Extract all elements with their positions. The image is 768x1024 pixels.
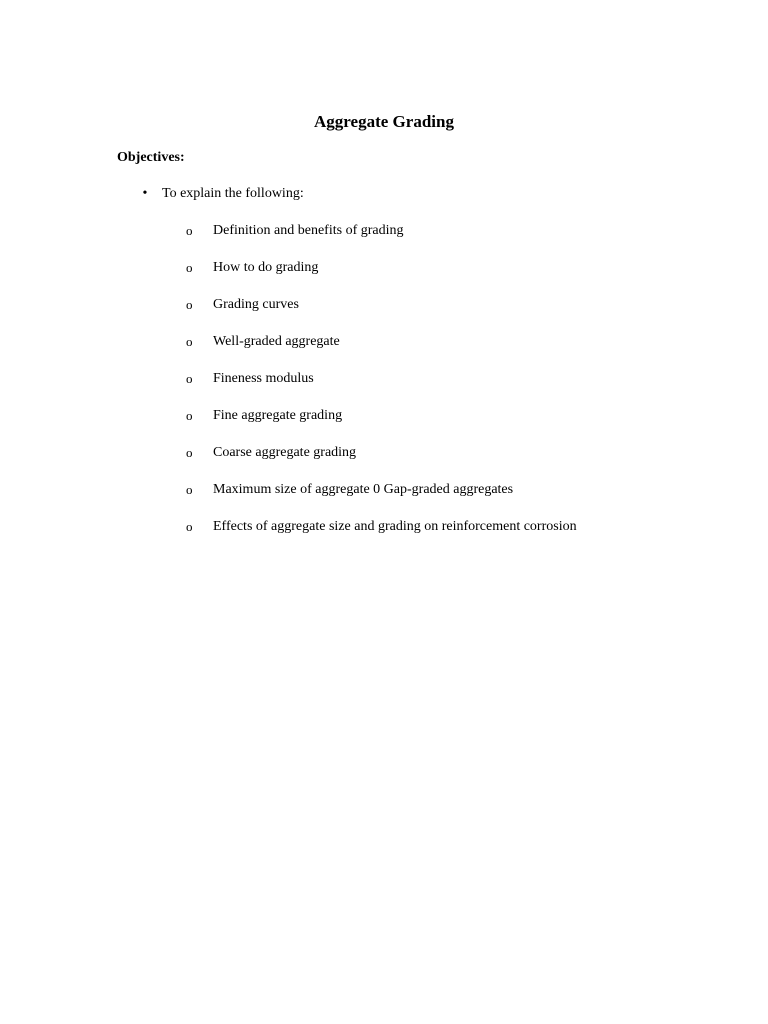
bullet-icon: • <box>142 186 148 201</box>
circle-bullet-icon: o <box>186 445 193 460</box>
circle-bullet-icon: o <box>186 408 193 423</box>
list-item <box>0 259 768 296</box>
list-item-text: How to do grading <box>213 260 319 275</box>
list-item-text: Well-graded aggregate <box>213 334 340 349</box>
list-item <box>0 518 768 555</box>
list-item-text: Fineness modulus <box>213 371 314 386</box>
list-item-text: Coarse aggregate grading <box>213 445 357 460</box>
bullet-text: To explain the following: <box>162 186 304 201</box>
list-item-text: Maximum size of aggregate 0 Gap-graded aggregates <box>213 482 514 497</box>
list-item-text: Effects of aggregate size and grading on reinforcement corrosion <box>213 519 577 534</box>
list-item-text: Fine aggregate grading <box>213 408 343 423</box>
objectives-heading: Objectives: <box>117 150 185 165</box>
document-title: Aggregate Grading <box>314 112 454 131</box>
list-item <box>0 407 768 444</box>
circle-bullet-icon: o <box>186 482 193 497</box>
circle-bullet-icon: o <box>186 297 193 312</box>
circle-bullet-icon: o <box>186 334 193 349</box>
objectives-sub-list <box>0 222 768 555</box>
list-item-text: Definition and benefits of grading <box>213 223 404 238</box>
circle-bullet-icon: o <box>186 260 193 275</box>
list-item <box>0 333 768 370</box>
list-item <box>0 370 768 407</box>
list-item-text: Grading curves <box>213 297 299 312</box>
list-item <box>0 444 768 481</box>
circle-bullet-icon: o <box>186 519 193 534</box>
circle-bullet-icon: o <box>186 223 193 238</box>
list-item <box>0 296 768 333</box>
list-item <box>0 481 768 518</box>
list-item <box>0 222 768 259</box>
circle-bullet-icon: o <box>186 371 193 386</box>
